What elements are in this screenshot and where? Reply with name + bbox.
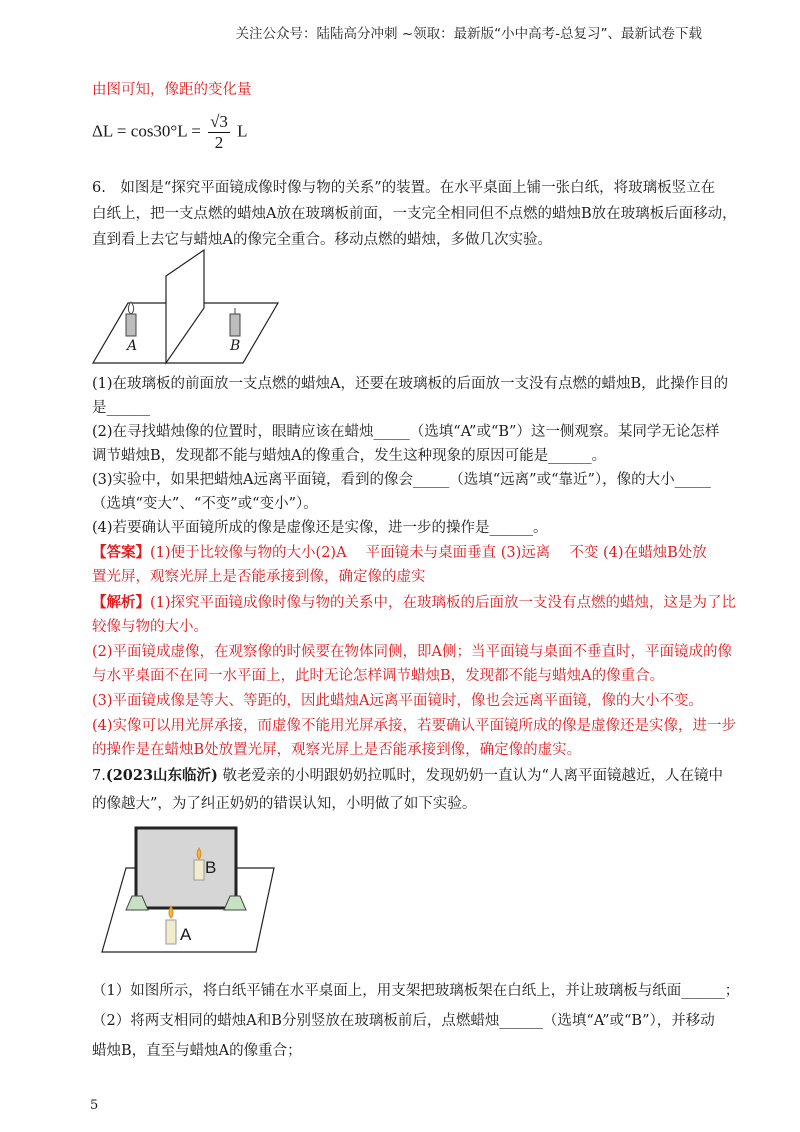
q7-sub-2: （2）将两支相同的蜡烛A和B分别竖放在玻璃板前后，点燃蜡烛______（选填“A”或“B”），并移动: [92, 1013, 715, 1029]
q6-sub-3: (2)在寻找蜡烛像的位置时，眼睛应该在蜡烛_____（选填“A”或“B”）这一侧观察。某同学无论怎样: [92, 424, 720, 440]
analysis-text: (1)探究平面镜成像时像与物的关系中，在玻璃板的后面放一支没有点燃的蜡烛，这是为了比: [150, 595, 737, 611]
q6-answer-2: 置光屏，观察光屏上是否能承接到像，确定像的虚实: [92, 569, 426, 585]
q6-answer-1: [92, 543, 707, 563]
analysis-tag: 【解析】: [92, 594, 150, 611]
q7-candle-a: [166, 920, 176, 944]
q7-sub-3: 蜡烛B，直至与蜡烛A的像重合；: [92, 1043, 302, 1059]
q6-stem-1: 6. 如图是“探究平面镜成像时像与物的关系”的装置。在水平桌面上铺一张白纸，将玻璃板竖立在: [92, 180, 716, 196]
q6-flame-icon: [128, 302, 133, 314]
q7-number: 7.: [92, 768, 106, 784]
q7-label-b: B: [205, 858, 217, 877]
formula-left: ΔL = cos30°L =: [92, 121, 201, 141]
q6-sub-7: (4)若要确认平面镜所成的像是虚像还是实像，进一步的操作是______。: [92, 520, 548, 536]
q7-sub-1: （1）如图所示，将白纸平铺在水平桌面上，用支架把玻璃板架在白纸上，并让玻璃板与纸面______；: [92, 983, 740, 999]
page-header: 关注公众号：陆陆高分冲刺 ~领取：最新版“小中高考-总复习”、最新试卷下载: [235, 26, 702, 42]
q6-analysis-4: 与水平桌面不在同一水平面上，此时无论怎样调节蜡烛B，发现都不能与蜡烛A的像重合。: [92, 668, 665, 684]
q7-flame-b-icon: [197, 848, 201, 859]
q6-glass-plate: [166, 250, 204, 363]
q6-analysis-6: (4)实像可以用光屏承接，而虚像不能用光屏承接，若要确认平面镜所成的像是虚像还是实像，进一步: [92, 718, 737, 734]
q7-stem-2: 的像越大”，为了纠正奶奶的错误认知，小明做了如下实验。: [92, 796, 477, 812]
formula-fraction: [208, 112, 230, 153]
q6-analysis-2: 较像与物的大小。: [92, 619, 208, 635]
q7-label-a: A: [180, 925, 192, 944]
q6-analysis-7: 的操作是在蜡烛B处放置光屏，观察光屏上是否能承接到像，确定像的虚实。: [92, 742, 582, 758]
q6-sub-6: （选填“变大”、“不变”或“变小”）。: [92, 496, 318, 512]
q6-figure: [88, 248, 288, 368]
formula: [92, 112, 248, 153]
q6-analysis-5: (3)平面镜成像是等大、等距的，因此蜡烛A远离平面镜时，像也会远离平面镜，像的大小不变。: [92, 693, 704, 709]
q6-sub-5: (3)实验中，如果把蜡烛A远离平面镜，看到的像会_____（选填“远离”或“靠近”），像的大小_____: [92, 472, 711, 488]
formula-tail: L: [237, 121, 248, 141]
q7-candle-b: [194, 860, 204, 880]
q6-analysis-1: [92, 593, 736, 613]
page-number: 5: [90, 1098, 99, 1113]
q6-candle-b: [230, 314, 240, 336]
q6-sub-2: 是______: [92, 400, 150, 416]
q7-stem-1: [92, 766, 723, 786]
answer-tag: 【答案】: [92, 544, 150, 561]
q6-stem-2: 白纸上，把一支点燃的蜡烛A放在玻璃板前面，一支完全相同但不点燃的蜡烛B放在玻璃板后面移动，: [92, 206, 737, 222]
q7-glass-plate: [136, 828, 236, 908]
q7-flame-a-icon: [169, 906, 173, 918]
answer-text: (1)便于比较像与物的大小(2)A 平面镜未与桌面垂直 (3)远离 不变 (4)在蜡烛B处放: [150, 545, 707, 561]
q7-stem-text: 敬老爱亲的小明跟奶奶拉呱时，发现奶奶一直认为“人离平面镜越近，人在镜中: [222, 768, 723, 784]
q6-stem-3: 直到看上去它与蜡烛A的像完全重合。移动点燃的蜡烛，多做几次实验。: [92, 232, 552, 248]
q7-source: (2023山东临沂): [105, 767, 218, 784]
q6-candle-a: [126, 314, 136, 336]
q6-analysis-3: (2)平面镜成虚像，在观察像的时候要在物体同侧，即A侧；当平面镜与桌面不垂直时，平面镜成的像: [92, 644, 733, 660]
q6-label-b: B: [230, 338, 241, 354]
q6-sub-1: (1)在玻璃板的前面放一支点燃的蜡烛A，还要在玻璃板的后面放一支没有点燃的蜡烛B，此操作目的: [92, 376, 729, 392]
formula-numerator: √3: [210, 112, 228, 131]
q6-sub-4: 调节蜡烛B，发现都不能与蜡烛A的像重合，发生这种现象的原因可能是______。: [92, 448, 607, 464]
q6-label-a: A: [127, 338, 138, 354]
prev-conclusion: 由图可知，像距的变化量: [92, 82, 252, 98]
formula-denominator: 2: [214, 133, 224, 152]
